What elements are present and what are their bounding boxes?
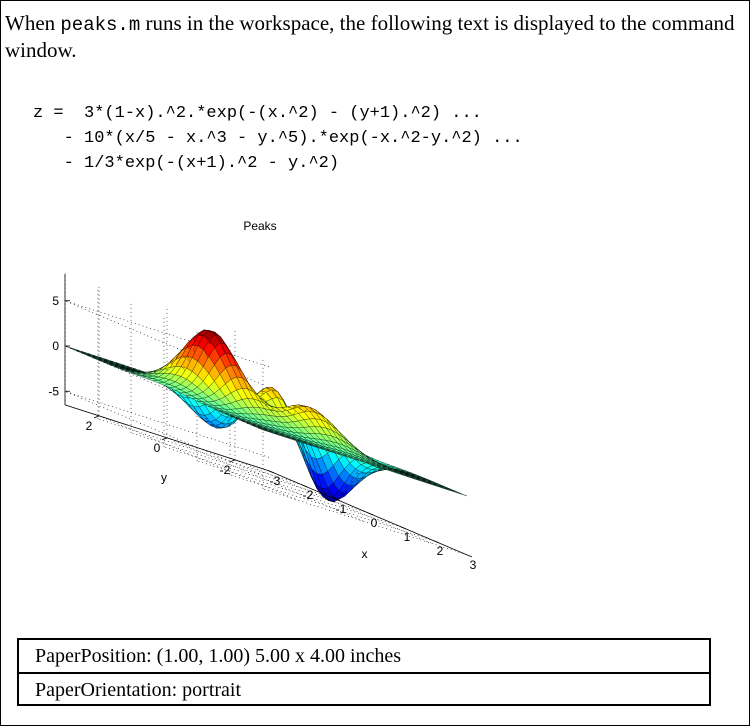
y-tick-label: 0	[153, 440, 161, 455]
y-tick-label: -2	[219, 462, 231, 477]
peaks-figure	[41, 211, 501, 601]
surface-patch	[456, 492, 467, 496]
x-tick	[302, 485, 307, 487]
code-block	[33, 101, 523, 176]
y-tick	[230, 460, 235, 462]
y-tick-label: 2	[85, 418, 93, 433]
x-tick	[434, 541, 439, 543]
z-tick-label: -5	[48, 384, 59, 399]
intro-paragraph	[5, 11, 740, 63]
x-tick-label: -3	[269, 473, 281, 488]
x-tick-label: -1	[335, 501, 347, 516]
x-tick-label: 1	[403, 529, 411, 544]
x-tick-label: -2	[302, 487, 314, 502]
chart-title: Peaks	[243, 219, 277, 233]
z-tick-label: 5	[52, 293, 59, 308]
x-axis-label: x	[361, 546, 368, 561]
x-tick	[368, 513, 373, 515]
paper-position-row: PaperPosition: (1.00, 1.00) 5.00 x 4.00 inches	[35, 645, 402, 667]
intro-text-after: runs in the workspace, the following text is displayed to the command window.	[5, 11, 735, 62]
intro-code-filename: peaks.m	[60, 14, 141, 36]
z-tick-label: 0	[52, 339, 59, 353]
x-tick-label: 0	[370, 515, 378, 530]
y-tick	[94, 416, 99, 418]
intro-text-before: When	[5, 11, 61, 35]
x-tick	[467, 555, 472, 557]
paper-orientation-row: PaperOrientation: portrait	[19, 672, 709, 704]
paper-info-table	[17, 638, 711, 706]
x-tick	[401, 527, 406, 529]
x-tick	[269, 471, 274, 473]
code-line: - 10*(x/5 - x.^3 - y.^5).*exp(-x.^2-y.^2) ...	[33, 129, 523, 148]
y-tick	[162, 438, 167, 440]
x-tick-label: 2	[436, 543, 444, 558]
code-line: - 1/3*exp(-(x+1).^2 - y.^2)	[33, 154, 340, 173]
peaks-surface-plot	[41, 211, 501, 601]
code-line: z = 3*(1-x).^2.*exp(-(x.^2) - (y+1).^2) ...	[33, 104, 482, 123]
y-axis-label: y	[161, 470, 167, 485]
x-tick-label: 3	[469, 557, 477, 572]
